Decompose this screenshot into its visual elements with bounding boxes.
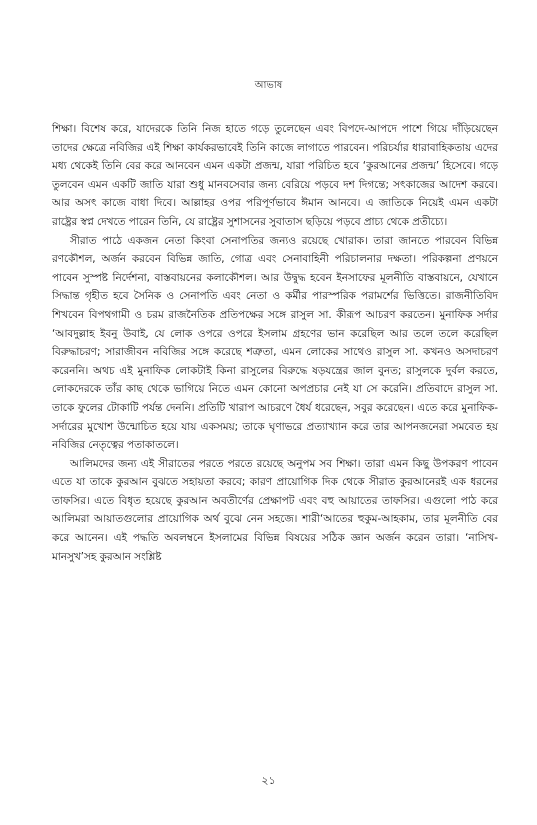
body-text bbox=[52, 120, 498, 566]
running-header: আভাষ bbox=[254, 80, 283, 91]
paragraph-leaders: সীরাত পাঠে একজন নেতা কিংবা সেনাপতির জন্যও রয়েছে খোরাক। তারা জানতে পারবেন বিভিন্ন রণকৌশল, অর্জন করবেন বিভিন্ন জাতি, গোত্র এবং সেনাবাহিনী পরিচালনার দক্ষতা। পরিকল্পনা প্রণয়নে পাবেন সুস্পষ্ট নির্দেশনা, বাস্তবায়নের কলাকৌশল। আর উদ্বুদ্ধ হবেন ইনসাফের মূলনীতি বাস্তবায়নে, যেখানে সিদ্ধান্ত গৃহীত হবে সৈনিক ও সেনাপতি এবং নেতা ও কর্মীর পারস্পরিক পরামর্শের ভিত্তিতে। রাজনীতিবিদ শিখবেন বিপথগামী ও চরম রাজনৈতিক প্রতিপক্ষের সঙ্গে রাসুল সা. কীরূপ আচরণ করতেন। মুনাফিক সর্দার ‘আবদুল্লাহ ইবনু উবাই, যে লোক ওপরে ওপরে ইসলাম গ্রহণের ভান করেছিল আর তলে তলে করেছিল বিরুদ্ধাচরণ; সারাজীবন নবিজির সঙ্গে করেছে শত্রুতা, এমন লোকের সাথেও রাসুল সা. কখনও অসদাচরণ করেননি। অথচ এই মুনাফিক লোকটাই কিনা রাসুলের বিরুদ্ধে ষড়যন্ত্রের জাল বুনত; রাসুলকে দুর্বল করতে, লোকদেরকে তাঁর কাছ থেকে ভাগিয়ে নিতে এমন কোনো অপপ্রচার নেই যা সে করেনি। প্রতিবাদে রাসুল সা. তাকে ফুলের টোকাটি পর্যন্ত দেননি। প্রতিটি খারাপ আচরণে ধৈর্য ধরেছেন, সবুর করেছেন। এতে করে মুনাফিক-সর্দারের মুখোশ উন্মোচিত হয়ে যায় একসময়; তাকে ঘৃণাভরে প্রত্যাখ্যান করে তার আপনজনেরা সমবেত হয় নবিজির নেতৃত্বের পতাকাতলে। bbox=[52, 234, 498, 452]
paragraph-continuation: শিক্ষা। বিশেষ করে, যাদেরকে তিনি নিজ হাতে গড়ে তুলেছেন এবং বিপদে-আপদে পাশে গিয়ে দাঁড়িয়েছেন তাদের ক্ষেত্রে নবিজির এই শিক্ষা কার্যকরভাবেই তিনি কাজে লাগাতে পারবেন। পরিচর্যার ধারাবাহিকতায় এদের মধ্য থেকেই তিনি বের করে আনবেন এমন একটা প্রজন্ম, যারা পরিচিত হবে ‘কুরআনের প্রজন্ম’ হিসেবে। গড়ে তুলবেন এমন একটি জাতি যারা শুধু মানবসেবার জন্য বেরিয়ে পড়বে দশ দিগন্তে; সৎকাজের আদেশ করবে। আর অসৎ কাজে বাধা দিবে। আল্লাহর ওপর পরিপূর্ণভাবে ঈমান আনবে। এ জাতিকে নিয়েই এমন একটা রাষ্ট্রের স্বপ্ন দেখতে পারেন তিনি, যে রাষ্ট্রের সুশাসনের সুবাতাস ছড়িয়ে পড়বে প্রাচ্য থেকে প্রতীচ্যে। bbox=[52, 123, 498, 228]
page-number: ২১ bbox=[261, 774, 276, 787]
paragraph-scholars: আলিমদের জন্য এই সীরাতের পরতে পরতে রয়েছে অনুপম সব শিক্ষা। তারা এমন কিছু উপকরণ পাবেন এতে যা তাকে কুরআন বুঝতে সহায়তা করবে; কারণ প্রায়োগিক দিক থেকে সীরাত কুরআনেরই এক ধরনের তাফসির। এতে বিধৃত হয়েছে কুরআন অবতীর্ণের প্রেক্ষাপট এবং বহু আয়াতের তাফসির। এগুলো পাঠ করে আলিমরা আয়াতগুলোর প্রায়োগিক অর্থ বুঝে নেন সহজে। শারী‘আতের হুকুম-আহকাম, তার মূলনীতি বের করে আনেন। এই পদ্ধতি অবলম্বনে ইসলামের বিভিন্ন বিষয়ের সঠিক জ্ঞান অর্জন করেন তারা। ‘নাসিখ-মানসুখ’সহ কুরআন সংশ্লিষ্ট bbox=[52, 457, 498, 563]
